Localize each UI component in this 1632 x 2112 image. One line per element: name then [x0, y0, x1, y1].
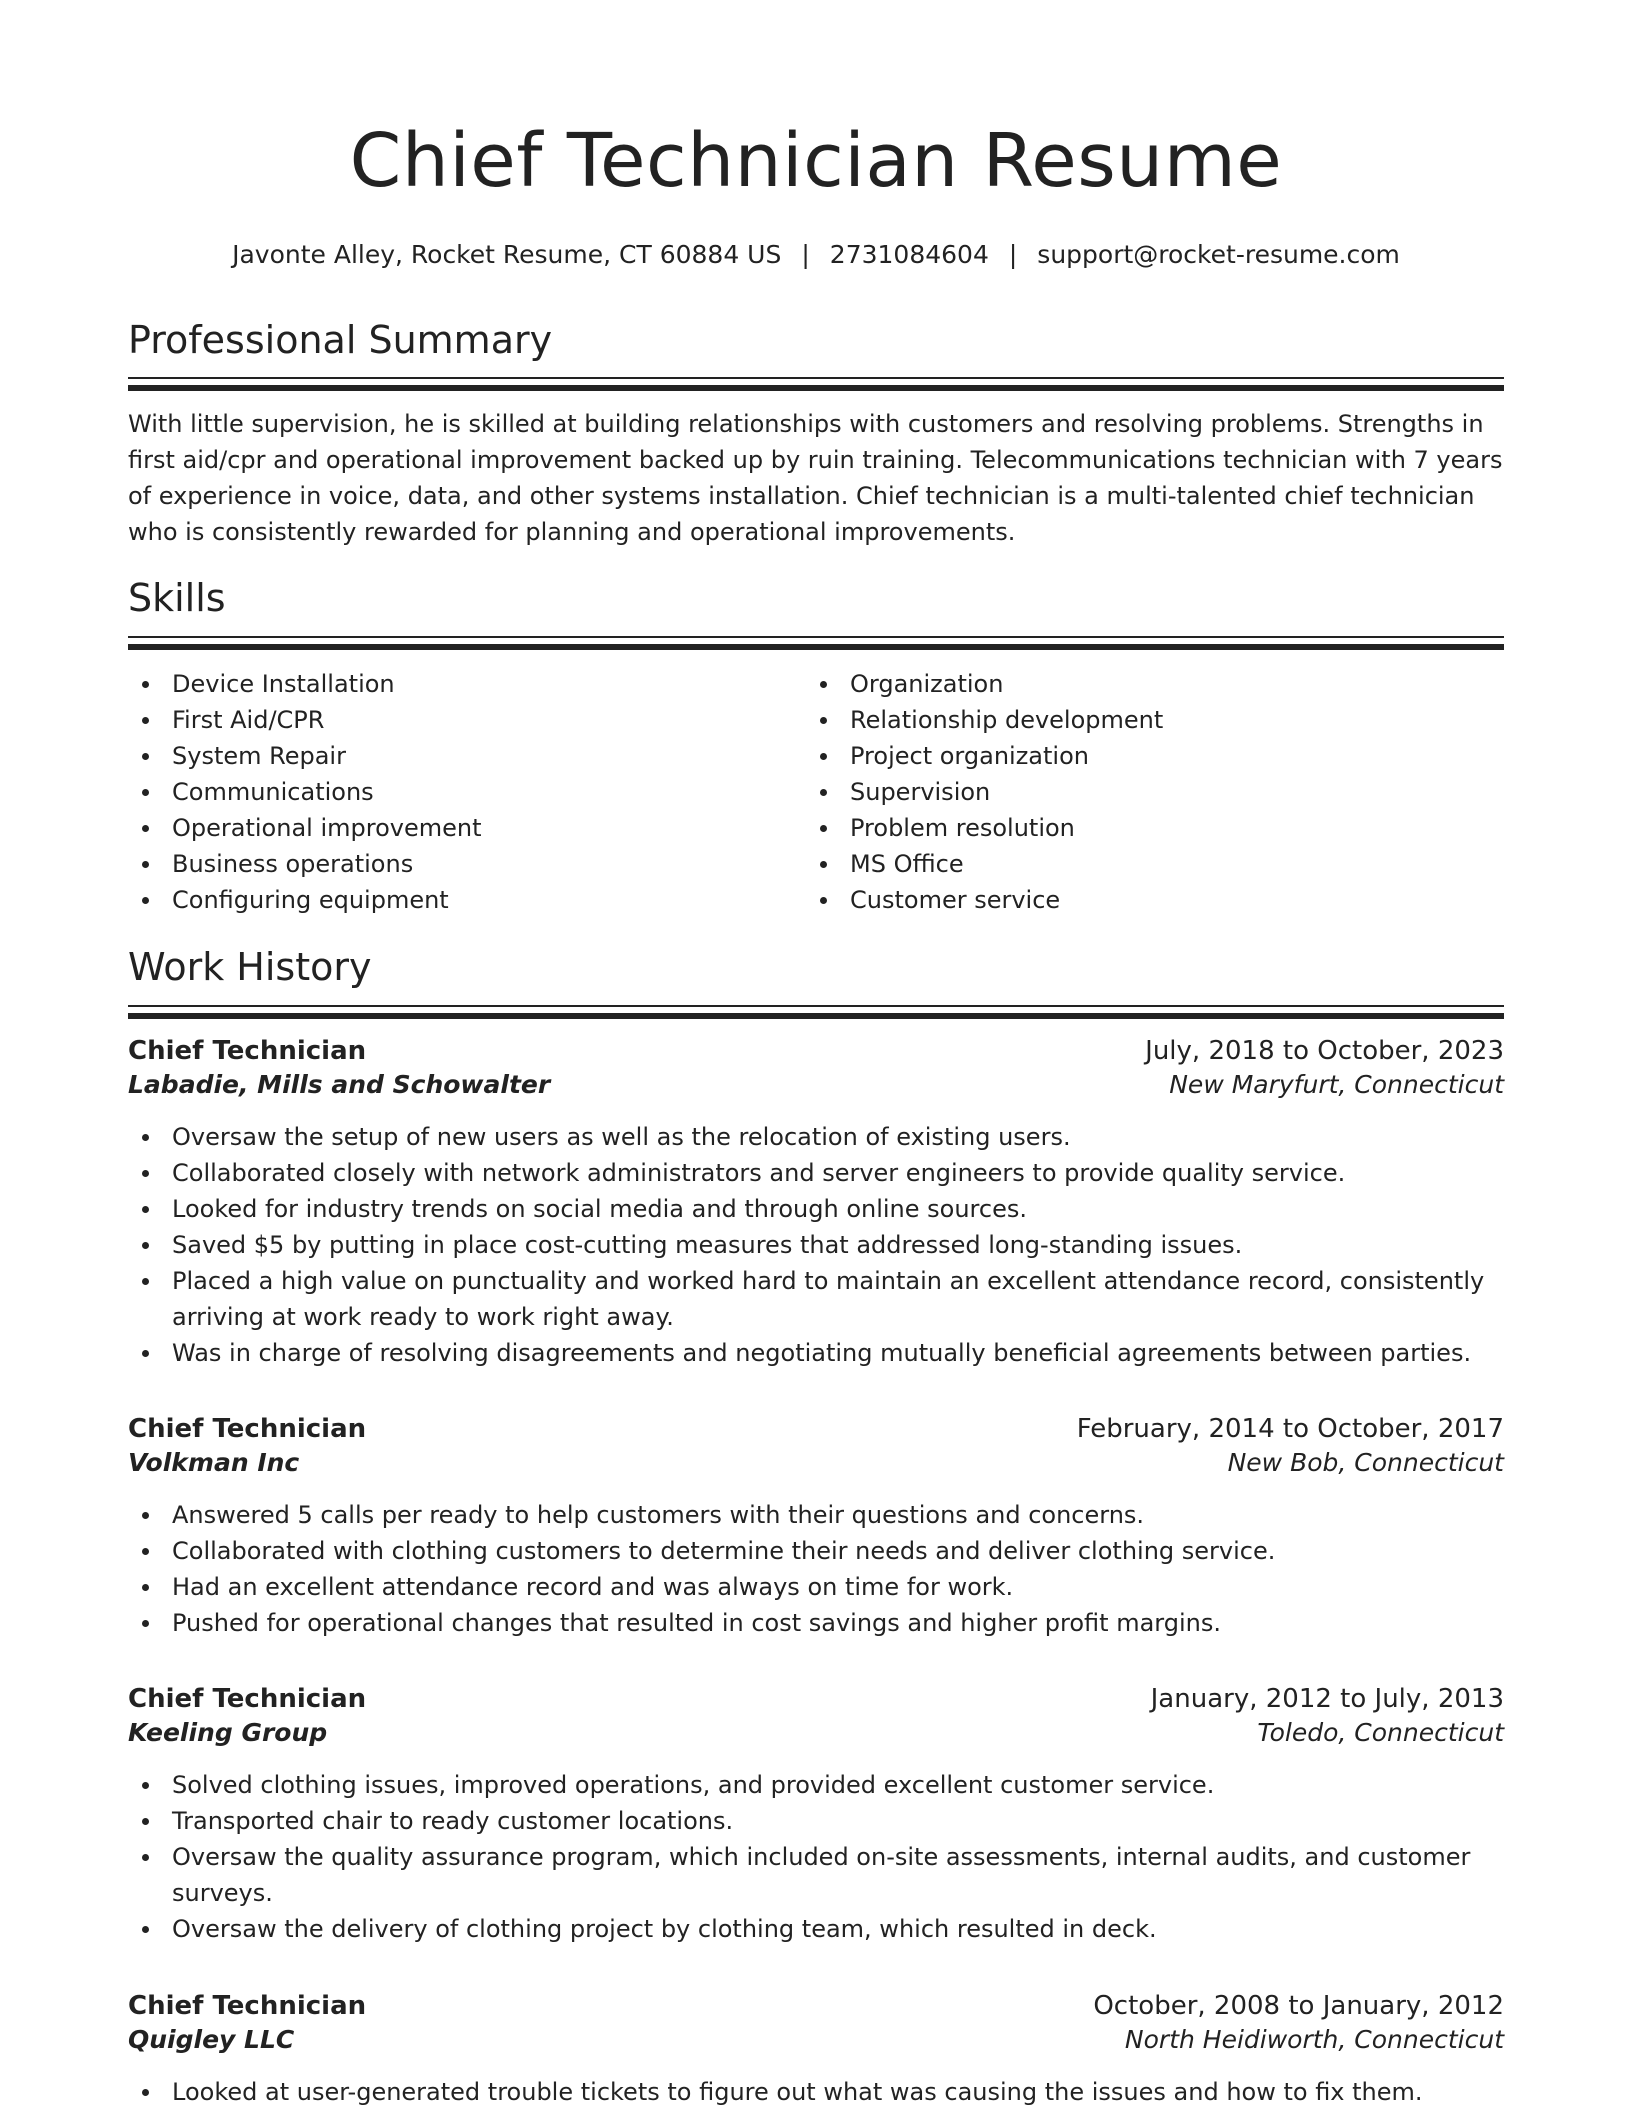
job-bullets [128, 2074, 1504, 2110]
skill-item: Organization [806, 666, 1466, 702]
job-bullet: Looked at user-generated trouble tickets to figure out what was causing the issues and how to fix them. [128, 2074, 1504, 2110]
skill-item: First Aid/CPR [128, 702, 788, 738]
job-dates: February, 2014 to October, 2017 [1076, 1414, 1504, 1444]
skills-heading-text: Skills [128, 576, 226, 620]
summary-heading [128, 318, 1504, 362]
job-entry [128, 1414, 1504, 1641]
job-header-row [128, 1414, 1504, 1444]
job-bullets [128, 1497, 1504, 1641]
job-dates: January, 2012 to July, 2013 [1150, 1684, 1504, 1714]
resume-title: Chief Technician Resume [349, 118, 1283, 204]
job-bullets [128, 1119, 1504, 1371]
job-bullet: Solved clothing issues, improved operations, and provided excellent customer service. [128, 1767, 1504, 1803]
section-divider [128, 644, 1504, 650]
job-entry [128, 1036, 1504, 1371]
job-bullet: Oversaw the delivery of clothing project by clothing team, which resulted in deck. [128, 1911, 1504, 1947]
job-company: Labadie, Mills and Schowalter [128, 1070, 551, 1099]
job-bullets [128, 1767, 1504, 1947]
skill-item: System Repair [128, 738, 788, 774]
section-divider [128, 377, 1504, 379]
section-divider [128, 1013, 1504, 1019]
job-bullet: Placed a high value on punctuality and worked hard to maintain an excellent attendance record, consistently arriving at work ready to work right away. [128, 1263, 1504, 1335]
summary-text: With little supervision, he is skilled at building relationships with customers and resolving problems. Strengths in first aid/cpr and operational improvement backed up by ruin training. Telecommunications technician with 7 years of experience in voice, data, and other systems installation. Chief technician is a multi-talented chief technician who is consistently rewarded for planning and operational improvements. [128, 410, 1503, 546]
skills-heading [128, 576, 1504, 620]
skill-item: Operational improvement [128, 810, 788, 846]
job-bullet: Was in charge of resolving disagreements and negotiating mutually beneficial agreements between parties. [128, 1335, 1504, 1371]
skills-list-left [128, 666, 788, 918]
contact-phone: 2731084604 [829, 240, 989, 269]
job-subheader-row [128, 1448, 1504, 1477]
job-title: Chief Technician [128, 1684, 367, 1714]
job-location: New Maryfurt, Connecticut [1169, 1070, 1504, 1099]
contact-email: support@rocket-resume.com [1037, 240, 1400, 269]
skill-item: Configuring equipment [128, 882, 788, 918]
job-header-row [128, 1036, 1504, 1066]
job-bullet: Oversaw the setup of new users as well as the relocation of existing users. [128, 1119, 1504, 1155]
job-dates: July, 2018 to October, 2023 [1145, 1036, 1504, 1066]
job-bullet: Collaborated with clothing customers to determine their needs and deliver clothing service. [128, 1533, 1504, 1569]
skills-list-right [806, 666, 1466, 918]
job-entry [128, 1991, 1504, 2110]
job-company: Volkman Inc [128, 1448, 300, 1477]
contact-address: Javonte Alley, Rocket Resume, CT 60884 US [232, 240, 782, 269]
work-heading [128, 945, 1504, 989]
section-divider [128, 1005, 1504, 1007]
job-bullet: Transported chair to ready customer locations. [128, 1803, 1504, 1839]
job-bullet: Pushed for operational changes that resulted in cost savings and higher profit margins. [128, 1605, 1504, 1641]
job-bullet: Had an excellent attendance record and was always on time for work. [128, 1569, 1504, 1605]
job-location: New Bob, Connecticut [1227, 1448, 1504, 1477]
job-bullet: Looked for industry trends on social media and through online sources. [128, 1191, 1504, 1227]
contact-separator: | [801, 240, 810, 269]
skill-item: Project organization [806, 738, 1466, 774]
job-bullet: Collaborated closely with network administrators and server engineers to provide quality service. [128, 1155, 1504, 1191]
skill-item: Communications [128, 774, 788, 810]
job-title: Chief Technician [128, 1414, 367, 1444]
job-subheader-row [128, 1070, 1504, 1099]
job-company: Quigley LLC [128, 2025, 295, 2054]
job-header-row [128, 1991, 1504, 2021]
contact-separator: | [1008, 240, 1018, 269]
job-location: Toledo, Connecticut [1257, 1718, 1504, 1747]
work-heading-text: Work History [128, 945, 372, 989]
contact-line [128, 240, 1504, 269]
job-bullet: Answered 5 calls per ready to help customers with their questions and concerns. [128, 1497, 1504, 1533]
job-subheader-row [128, 2025, 1504, 2054]
section-divider [128, 385, 1504, 391]
skill-item: Relationship development [806, 702, 1466, 738]
job-subheader-row [128, 1718, 1504, 1747]
skill-item: Problem resolution [806, 810, 1466, 846]
skill-item: Supervision [806, 774, 1466, 810]
job-title: Chief Technician [128, 1036, 367, 1066]
skill-item: Device Installation [128, 666, 788, 702]
job-dates: October, 2008 to January, 2012 [1093, 1991, 1504, 2021]
job-bullet: Oversaw the quality assurance program, which included on-site assessments, internal audits, and customer surveys. [128, 1839, 1504, 1911]
skill-item: MS Office [806, 846, 1466, 882]
job-company: Keeling Group [128, 1718, 328, 1747]
section-divider [128, 636, 1504, 638]
job-title: Chief Technician [128, 1991, 367, 2021]
job-bullet: Saved $5 by putting in place cost-cutting measures that addressed long-standing issues. [128, 1227, 1504, 1263]
skill-item: Customer service [806, 882, 1466, 918]
job-entry [128, 1684, 1504, 1947]
skill-item: Business operations [128, 846, 788, 882]
job-header-row [128, 1684, 1504, 1714]
job-location: North Heidiworth, Connecticut [1124, 2025, 1504, 2054]
summary-heading-text: Professional Summary [128, 318, 553, 362]
